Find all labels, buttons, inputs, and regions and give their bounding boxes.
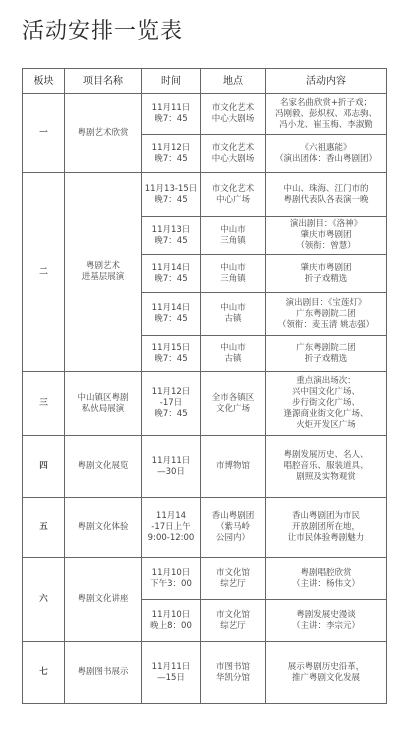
header-time: 时间 [142, 69, 201, 94]
content-cell: 广东粤剧院二团 折子戏精选 [266, 336, 387, 372]
table-row [23, 558, 387, 600]
time-cell: 11月14 -17日上午 9:00-12:00 [142, 498, 201, 558]
place-cell: 中山市 三角镇 [201, 217, 266, 255]
header-place: 地点 [201, 69, 266, 94]
place-cell: 市文化艺术 中心大剧场 [201, 135, 266, 173]
time-cell: 11月10日 晚上8：00 [142, 600, 201, 642]
time-cell: 11月12日 晚7：45 [142, 135, 201, 173]
content-cell: 名家名曲欣赏+折子戏； 冯刚毅、彭炽权、邓志驹、 冯小龙、崔玉梅、李淑勤 [266, 94, 387, 135]
time-cell: 11月11日 晚7：45 [142, 94, 201, 135]
table-row [23, 436, 387, 498]
place-cell: 中山市 古镇 [201, 293, 266, 336]
place-cell: 市文化馆 综艺厅 [201, 558, 266, 600]
content-cell: 重点演出场次： 兴中国文化广场、 步行街文化广场、 逢源商业街文化广场、 火炬开发区广场 [266, 372, 387, 436]
content-cell: 演出剧目：《宝莲灯》 广东粤剧院二团 （领衔：麦玉清 姚志强） [266, 293, 387, 336]
time-cell: 11月15日 晚7：45 [142, 336, 201, 372]
table-row [23, 498, 387, 558]
project-name: 粤剧图书展示 [65, 642, 142, 704]
place-cell: 市文化馆 综艺厅 [201, 600, 266, 642]
time-cell: 11月13-15日 晚7：45 [142, 173, 201, 217]
table-row [23, 94, 387, 135]
table-row [23, 372, 387, 436]
section-label: 七 [23, 642, 65, 704]
section-label: 六 [23, 558, 65, 642]
table-header-row [23, 69, 387, 94]
table-row [23, 173, 387, 217]
content-cell: 香山粤剧团为市民 开放剧团所在地， 让市民体验粤剧魅力 [266, 498, 387, 558]
project-name: 粤剧文化讲座 [65, 558, 142, 642]
time-cell: 11月11日 —15日 [142, 642, 201, 704]
section-label: 三 [23, 372, 65, 436]
project-name: 粤剧文化展览 [65, 436, 142, 498]
time-cell: 11月11日 —30日 [142, 436, 201, 498]
content-cell: 演出剧目：《洛神》 肇庆市粤剧团 （领衔：曾慧） [266, 217, 387, 255]
header-content: 活动内容 [266, 69, 387, 94]
place-cell: 中山市 三角镇 [201, 255, 266, 293]
content-cell: 展示粤剧历史沿革， 推广粤剧文化发展 [266, 642, 387, 704]
place-cell: 市图书馆 华凯分馆 [201, 642, 266, 704]
content-cell: 肇庆市粤剧团 折子戏精选 [266, 255, 387, 293]
project-name: 粤剧文化体验 [65, 498, 142, 558]
place-cell: 市文化艺术 中心广场 [201, 173, 266, 217]
header-project: 项目名称 [65, 69, 142, 94]
content-cell: 粤剧发展历史、名人、 唱腔音乐、服装道具、 剧照及实物观赏 [266, 436, 387, 498]
header-section: 板块 [23, 69, 65, 94]
page-title: 活动安排一览表 [22, 19, 184, 44]
project-name: 粤剧艺术 进基层展演 [65, 173, 142, 372]
time-cell: 11月14日 晚7：45 [142, 255, 201, 293]
place-cell: 市博物馆 [201, 436, 266, 498]
project-name: 粤剧艺术欣赏 [65, 94, 142, 173]
section-label: 二 [23, 173, 65, 372]
time-cell: 11月13日 晚7：45 [142, 217, 201, 255]
content-cell: 粤剧唱腔欣赏 （主讲：杨伟文） [266, 558, 387, 600]
time-cell: 11月10日 下午3：00 [142, 558, 201, 600]
project-name: 中山镇区粤剧 私伙局展演 [65, 372, 142, 436]
table-row [23, 642, 387, 704]
schedule-table [22, 68, 387, 704]
place-cell: 市文化艺术 中心大剧场 [201, 94, 266, 135]
place-cell: 全市各镇区 文化广场 [201, 372, 266, 436]
place-cell: 中山市 古镇 [201, 336, 266, 372]
content-cell: 中山、珠海、江门市的 粤剧代表队各表演一晚 [266, 173, 387, 217]
section-label: 四 [23, 436, 65, 498]
content-cell: 《六祖惠能》 （演出团体：香山粤剧团） [266, 135, 387, 173]
section-label: 一 [23, 94, 65, 173]
content-cell: 粤剧发展史漫谈 （主讲：李宗元） [266, 600, 387, 642]
time-cell: 11月14日 晚7：45 [142, 293, 201, 336]
section-label: 五 [23, 498, 65, 558]
time-cell: 11月12日 -17日 晚7：45 [142, 372, 201, 436]
place-cell: 香山粤剧团 （紫马岭 公园内） [201, 498, 266, 558]
